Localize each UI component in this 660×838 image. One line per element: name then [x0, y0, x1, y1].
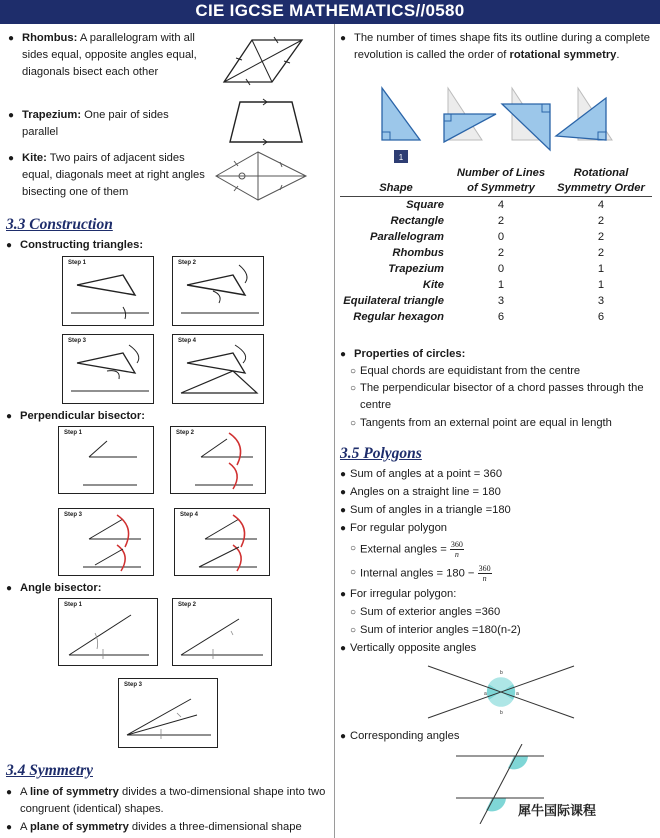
table-row: Square 4 4 [406, 199, 605, 211]
angle-step-3: Step 3 [118, 678, 218, 748]
watermark-text: 犀牛国际课程 [518, 803, 597, 818]
polygon-fact-2: ● Angles on a straight line = 180 [340, 486, 501, 498]
kite-term: Kite: [22, 152, 47, 164]
polygon-fact-3: ● Sum of angles in a triangle =180 [340, 504, 511, 516]
table-row: Rhombus 2 2 [392, 247, 605, 259]
perp-step-4: Step 4 [174, 508, 270, 576]
vertical-angles-figure [424, 662, 578, 722]
symmetry-table-header [340, 166, 652, 197]
symmetry-table [340, 166, 652, 325]
rotational-symmetry-figures [372, 84, 652, 166]
internal-angle-formula: ○ Internal angles = 180 − $\frac{360}{n}$ [350, 564, 491, 583]
perp-step-2: Step 2 [170, 426, 266, 494]
rhombus-definition: ● Rhombus: A parallelogram with all sides equal, opposite angles equal, diagonals bisect each other [8, 32, 197, 78]
header-lines: Number of Lines of Symmetry [456, 167, 546, 194]
trapezium-term: Trapezium: [22, 109, 82, 121]
line-of-symmetry-definition: ● A line of symmetry divides a two-dimensional shape into two congruent (identical) shapes. [6, 786, 326, 815]
page-header [0, 0, 660, 24]
perpendicular-bisector-heading: ● Perpendicular bisector: [6, 410, 145, 422]
trapezium-figure [226, 98, 306, 146]
interior-angle-sum: ○ Sum of interior angles =180(n-2) [350, 624, 521, 636]
angle-step-1: Step 1 [58, 598, 158, 666]
constructing-triangles-heading: ● Constructing triangles: [6, 239, 144, 251]
rhombus-figure [222, 36, 318, 88]
triangle-step-2: Step 2 [172, 256, 264, 326]
circle-property-1: ○ Equal chords are equidistant from the centre [350, 365, 581, 377]
kite-definition: ● Kite: Two pairs of adjacent sides equal, diagonals meet at right angles bisecting one of them [8, 152, 205, 198]
angle-mark-b-bottom: b [500, 710, 503, 716]
table-row: Kite 1 1 [422, 279, 605, 291]
symmetry-title: 3.4 Symmetry [6, 762, 93, 779]
table-row: Trapezium 0 1 [388, 263, 605, 275]
header-rotation: Rotational Symmetry Order [557, 167, 645, 194]
circles-heading: ● Properties of circles: [340, 348, 466, 360]
angle-mark-b-top: b [500, 670, 503, 676]
perp-step-1: Step 1 [58, 426, 154, 494]
angle-bisector-heading: ● Angle bisector: [6, 582, 102, 594]
angle-mark-a-left: a [484, 691, 487, 697]
kite-desc: Two pairs of adjacent sides equal, diagonals meet at right angles bisecting one of them [22, 152, 205, 198]
corresponding-angles-heading: ● Corresponding angles [340, 730, 460, 742]
triangle-step-1: Step 1 [62, 256, 154, 326]
rotational-symmetry-definition: ● The number of times shape fits its outline during a complete revolution is called the order of rotational symmetry. [340, 32, 650, 61]
triangle-step-3: Step 3 [62, 334, 154, 404]
construction-title: 3.3 Construction [6, 216, 113, 233]
irregular-polygon-heading: ● For irregular polygon: [340, 588, 457, 600]
kite-figure [212, 148, 312, 204]
polygons-title: 3.5 Polygons [340, 445, 422, 462]
circle-property-2: ○ The perpendicular bisector of a chord passes through the centre [350, 382, 644, 411]
table-row: Rectangle 2 2 [390, 215, 605, 227]
rhombus-desc: A parallelogram with all sides equal, opposite angles equal, diagonals bisect each other [22, 32, 197, 78]
polygon-fact-1: ● Sum of angles at a point = 360 [340, 468, 503, 480]
table-row: Equilateral triangle 3 3 [343, 295, 605, 307]
rhombus-term: Rhombus: [22, 32, 78, 44]
column-divider [334, 24, 335, 838]
rotation-badge: 1 [398, 153, 404, 162]
exterior-angle-sum: ○ Sum of exterior angles =360 [350, 606, 501, 618]
trapezium-definition: ● Trapezium: One pair of sides parallel [8, 109, 169, 138]
angle-step-2: Step 2 [172, 598, 272, 666]
page-title: CIE IGCSE MATHEMATICS//0580 [195, 1, 465, 20]
plane-of-symmetry-definition: ● A plane of symmetry divides a three-dimensional shape [6, 821, 302, 833]
external-angle-formula: ○ External angles = $\frac{360}{n}$ [350, 540, 463, 559]
table-row: Regular hexagon 6 6 [353, 311, 605, 323]
table-row: Parallelogram 0 2 [370, 231, 605, 243]
circle-property-3: ○ Tangents from an external point are equal in length [350, 417, 612, 429]
vertical-angles-heading: ● Vertically opposite angles [340, 642, 477, 654]
triangle-step-4: Step 4 [172, 334, 264, 404]
header-shape: Shape [379, 182, 413, 194]
trapezium-desc: One pair of sides parallel [22, 109, 169, 138]
angle-mark-a-right: a [516, 691, 519, 697]
polygon-fact-4: ● For regular polygon [340, 522, 448, 534]
perp-step-3: Step 3 [58, 508, 154, 576]
